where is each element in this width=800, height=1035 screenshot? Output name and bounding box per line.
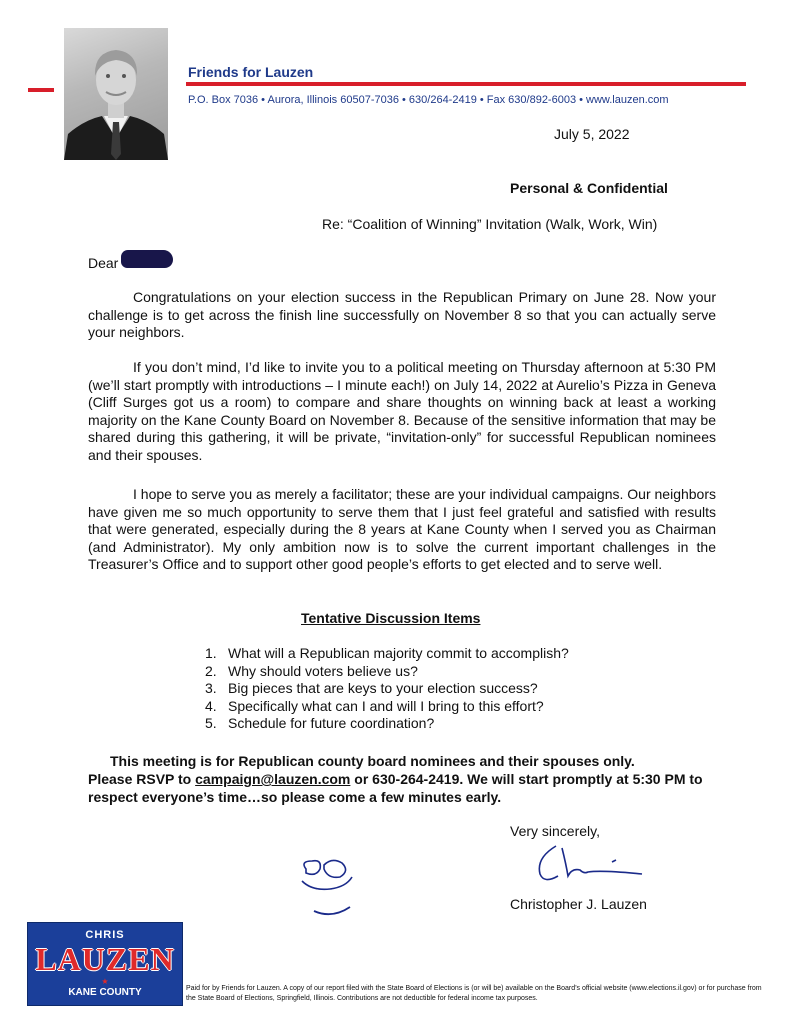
item-text: What will a Republican majority commit to accomplish?	[228, 645, 569, 661]
star-icon: ★	[101, 977, 109, 986]
red-accent-mark	[28, 88, 54, 92]
closing: Very sincerely,	[510, 823, 600, 839]
header-rule	[186, 82, 746, 86]
candidate-photo	[64, 28, 168, 160]
notice-rsvp-suffix: or 630-264-2419. We will start promptly at 5:30 PM to respect everyone’s time…so please come a few minutes early.	[88, 771, 703, 805]
doodle-face	[292, 855, 362, 919]
rsvp-email-link[interactable]: campaign@lauzen.com	[195, 771, 351, 787]
paragraph-1: Congratulations on your election success in the Republican Primary on June 28. Now your challenge is to get across the finish line successfully on November 8 so that you can actually serve your neighbors.	[88, 289, 716, 340]
address-line: P.O. Box 7036 • Aurora, Illinois 60507-7036 • 630/264-2419 • Fax 630/892-6003 • www.lauzen.com	[188, 94, 669, 106]
item-number: 1.	[205, 645, 217, 661]
handwritten-doodle	[292, 855, 362, 924]
item-number: 5.	[205, 715, 217, 731]
redaction-mark	[121, 250, 173, 268]
meeting-notice	[88, 752, 716, 806]
paragraph-3: I hope to serve you as merely a facilitator; these are your individual campaigns. Our neighbors have given me so much opportunity to serve them that I just feel grateful and satisfied with results that were generated, especially during the 8 years at Kane County when I served you as Chairman (and Administrator). My only ambition now is to solve the current important challenges in the Treasurer’s Office and to support other good people’s efforts to get elected and to serve well.	[88, 486, 716, 572]
item-number: 3.	[205, 680, 217, 696]
discussion-items-list	[205, 645, 569, 733]
paragraph-2: If you don’t mind, I’d like to invite you to a political meeting on Thursday afternoon at 5:30 PM (we’ll start promptly with introductions – I minute each!) on July 14, 2022 at Aurelio’s Pizza in Geneva (Cliff Surges got us a room) to compare and share thoughts on winning back at least a working majority on the Kane County Board on November 8. Because of the sensitive information that may be shared during this gathering, it will be private, “invitation-only” for successful Republican nominees and their spouses.	[88, 359, 716, 463]
signature-scribble	[532, 840, 662, 890]
signer-name: Christopher J. Lauzen	[510, 896, 647, 912]
subject-line: Re: “Coalition of Winning” Invitation (Walk, Work, Win)	[322, 216, 658, 232]
item-number: 4.	[205, 697, 217, 714]
list-item	[205, 645, 569, 663]
item-text: Specifically what can I and will I bring to this effort?	[228, 697, 544, 714]
notice-line-1: This meeting is for Republican county board nominees and their spouses only.	[110, 753, 635, 769]
org-name: Friends for Lauzen	[188, 64, 314, 80]
item-text: Big pieces that are keys to your election success?	[228, 680, 538, 696]
logo-first-name: CHRIS	[85, 929, 125, 941]
logo-last-name: LAUZEN	[35, 941, 175, 977]
paid-for-disclaimer: Paid for by Friends for Lauzen. A copy of our report filed with the State Board of Elections is (or will be) available on the Board’s official website (www.elections.il.gov) or for purchase from the State Board of Elections, Springfield, Illinois. Contributions are not deductible for federal income tax purposes.	[186, 985, 762, 1002]
list-item	[205, 715, 569, 733]
campaign-logo	[27, 922, 183, 1006]
letter-date: July 5, 2022	[554, 126, 630, 142]
confidential-label: Personal & Confidential	[510, 180, 668, 196]
list-item	[205, 680, 569, 698]
list-item	[205, 698, 569, 716]
signature	[532, 840, 662, 895]
notice-rsvp-prefix: Please RSVP to	[88, 771, 196, 787]
logo-county: KANE COUNTY	[68, 987, 142, 998]
salutation: Dear	[88, 255, 119, 271]
list-item	[205, 663, 569, 681]
portrait-illustration	[64, 28, 168, 160]
discussion-items-title: Tentative Discussion Items	[301, 610, 481, 626]
item-number: 2.	[205, 662, 217, 679]
item-text: Schedule for future coordination?	[228, 715, 435, 731]
item-text: Why should voters believe us?	[228, 662, 418, 679]
